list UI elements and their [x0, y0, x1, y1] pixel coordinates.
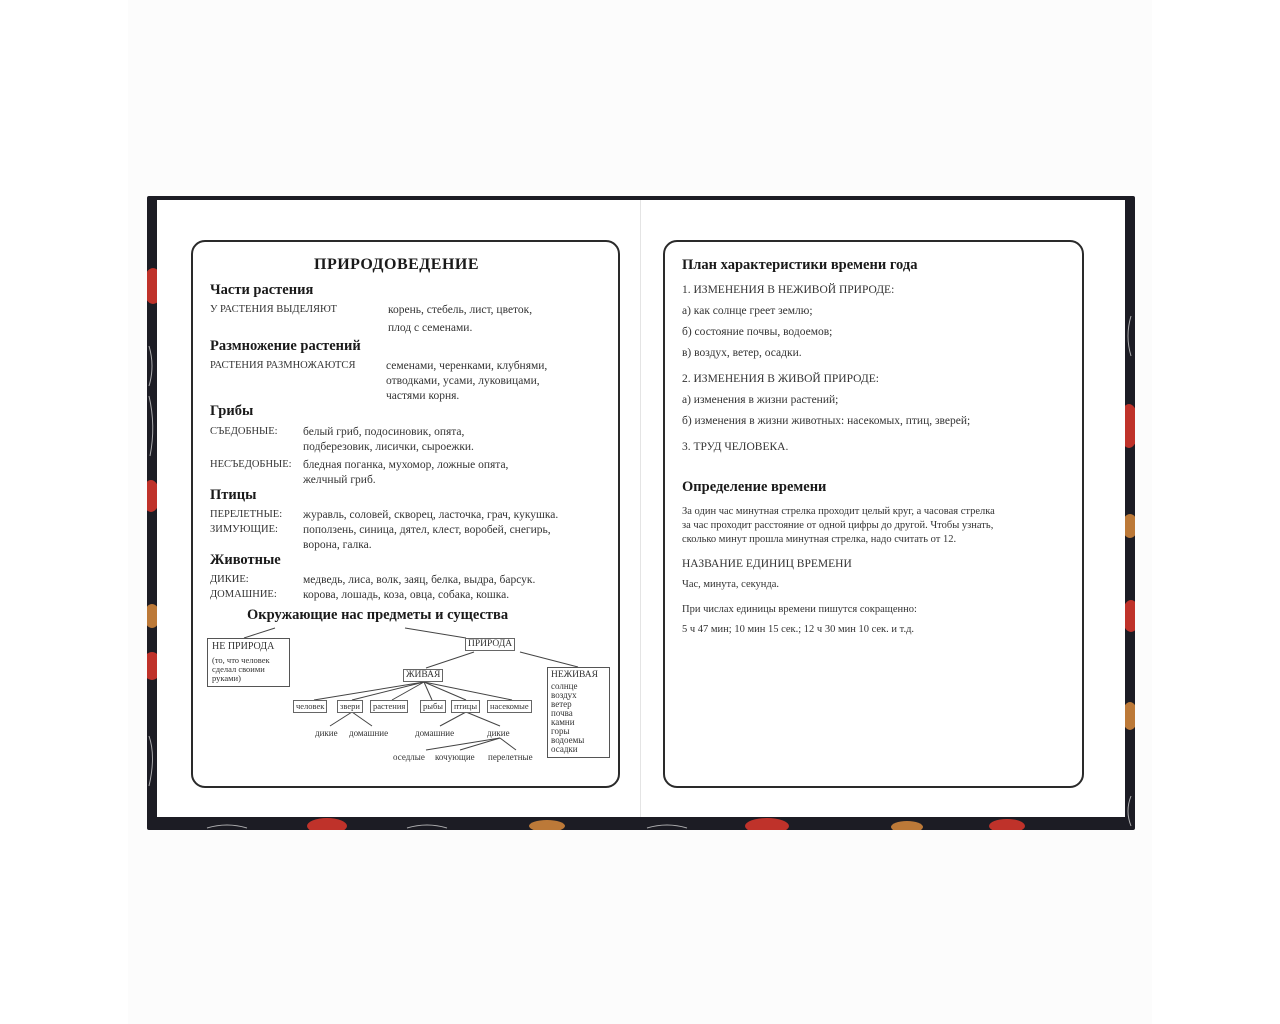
- living-item-fish: рыбы: [420, 700, 446, 713]
- plant-parts-text-1: корень, стебель, лист, цветок,: [388, 304, 533, 316]
- notebook-spine: [640, 200, 641, 817]
- living-item-plants: растения: [370, 700, 408, 713]
- nonliving-item: воздух: [551, 690, 577, 700]
- section-mushrooms-title: Грибы: [210, 403, 254, 419]
- time-paragraph-line-3: сколько минут прошла минутная стрелка, надо считать от 12.: [682, 534, 957, 545]
- section-animals-title: Животные: [210, 552, 281, 568]
- time-units-list: Час, минута, секунда.: [682, 579, 780, 590]
- plan-item-2a: а) изменения в жизни растений;: [682, 394, 839, 406]
- time-paragraph-line-1: За один час минутная стрелка проходит целый круг, а часовая стрелка: [682, 506, 995, 517]
- nonliving-item: солнце: [551, 681, 578, 691]
- nonliving-item: ветер: [551, 699, 572, 709]
- reproduction-text-2: отводками, усами, луковицами,: [386, 375, 540, 387]
- inedible-label: НЕСЪЕДОБНЫЕ:: [210, 459, 292, 470]
- living-item-human: человек: [293, 700, 327, 713]
- time-paragraph-line-2: за час проходит расстояние от одной цифры до другой. Чтобы узнать,: [682, 520, 994, 531]
- migratory-label: ПЕРЕЛЕТНЫЕ:: [210, 509, 283, 520]
- inedible-text-1: бледная поганка, мухомор, ложные опята,: [303, 459, 509, 471]
- wild-bird-sedentary: оседлые: [393, 752, 425, 762]
- nonliving-label: НЕЖИВАЯ: [551, 670, 598, 680]
- wintering-text-2: ворона, галка.: [303, 539, 372, 551]
- nonliving-item: водоемы: [551, 735, 585, 745]
- left-page-title: ПРИРОДОВЕДЕНИЕ: [314, 256, 480, 273]
- time-section-title: Определение времени: [682, 479, 827, 495]
- nonliving-item: горы: [551, 726, 570, 736]
- plan-item-3: 3. ТРУД ЧЕЛОВЕКА.: [682, 441, 789, 453]
- inedible-text-2: желчный гриб.: [303, 474, 376, 486]
- nature-node: ПРИРОДА: [465, 638, 515, 651]
- plant-parts-text-2: плод с семенами.: [388, 322, 473, 334]
- reproduction-text-1: семенами, черенками, клубнями,: [386, 360, 548, 372]
- beasts-domestic: домашние: [349, 728, 389, 738]
- wild-bird-migratory: перелетные: [488, 752, 533, 762]
- wild-label: ДИКИЕ:: [210, 574, 249, 585]
- plant-parts-label: У РАСТЕНИЯ ВЫДЕЛЯЮТ: [210, 304, 337, 315]
- migratory-text: журавль, соловей, скворец, ласточка, грач, кукушка.: [303, 509, 559, 521]
- plan-item-2b: б) изменения в жизни животных: насекомых, птиц, зверей;: [682, 415, 971, 427]
- abbreviation-title: При числах единицы времени пишутся сокращенно:: [682, 604, 917, 615]
- reproduction-label: РАСТЕНИЯ РАЗМНОЖАЮТСЯ: [210, 360, 356, 371]
- section-surroundings-title: Окружающие нас предметы и существа: [247, 607, 509, 623]
- plan-item-1b: б) состояние почвы, водоемов;: [682, 326, 833, 338]
- edible-text-1: белый гриб, подосиновик, опята,: [303, 426, 465, 438]
- birds-domestic: домашние: [415, 728, 455, 738]
- plan-item-1c: в) воздух, ветер, осадки.: [682, 347, 802, 359]
- living-item-beasts: звери: [337, 700, 363, 713]
- beasts-wild: дикие: [315, 728, 338, 738]
- abbreviation-examples: 5 ч 47 мин; 10 мин 15 сек.; 12 ч 30 мин 10 сек. и т.д.: [682, 624, 915, 635]
- plan-item-1a: а) как солнце греет землю;: [682, 305, 813, 317]
- reproduction-text-3: частями корня.: [386, 390, 460, 402]
- nonliving-item: почва: [551, 708, 573, 718]
- not-nature-label: НЕ ПРИРОДА: [212, 641, 275, 652]
- domestic-text: корова, лошадь, коза, овца, собака, кошка.: [303, 589, 510, 601]
- wintering-text-1: поползень, синица, дятел, клест, воробей, снегирь,: [303, 524, 551, 536]
- edible-label: СЪЕДОБНЫЕ:: [210, 426, 278, 437]
- not-nature-note-3: руками): [212, 673, 241, 683]
- edible-text-2: подберезовик, лисички, сыроежки.: [303, 441, 474, 453]
- living-item-birds: птицы: [451, 700, 480, 713]
- living-node: ЖИВАЯ: [403, 669, 443, 682]
- not-nature-note-2: сделал своими: [212, 664, 265, 674]
- nonliving-item: камни: [551, 717, 575, 727]
- section-reproduction-title: Размножение растений: [210, 338, 361, 354]
- wild-bird-nomadic: кочующие: [435, 752, 475, 762]
- wild-text: медведь, лиса, волк, заяц, белка, выдра, барсук.: [303, 574, 536, 586]
- nonliving-item: осадки: [551, 744, 578, 754]
- birds-wild: дикие: [487, 728, 510, 738]
- domestic-label: ДОМАШНИЕ:: [210, 589, 277, 600]
- section-plant-parts-title: Части растения: [210, 282, 314, 298]
- plan-item-2: 2. ИЗМЕНЕНИЯ В ЖИВОЙ ПРИРОДЕ:: [682, 373, 879, 385]
- plan-item-1: 1. ИЗМЕНЕНИЯ В НЕЖИВОЙ ПРИРОДЕ:: [682, 284, 895, 296]
- living-item-insects: насекомые: [487, 700, 532, 713]
- right-page-title: План характеристики времени года: [682, 257, 918, 273]
- section-birds-title: Птицы: [210, 487, 257, 503]
- time-units-title: НАЗВАНИЕ ЕДИНИЦ ВРЕМЕНИ: [682, 558, 852, 570]
- wintering-label: ЗИМУЮЩИЕ:: [210, 524, 278, 535]
- not-nature-note-1: (то, что человек: [212, 655, 270, 665]
